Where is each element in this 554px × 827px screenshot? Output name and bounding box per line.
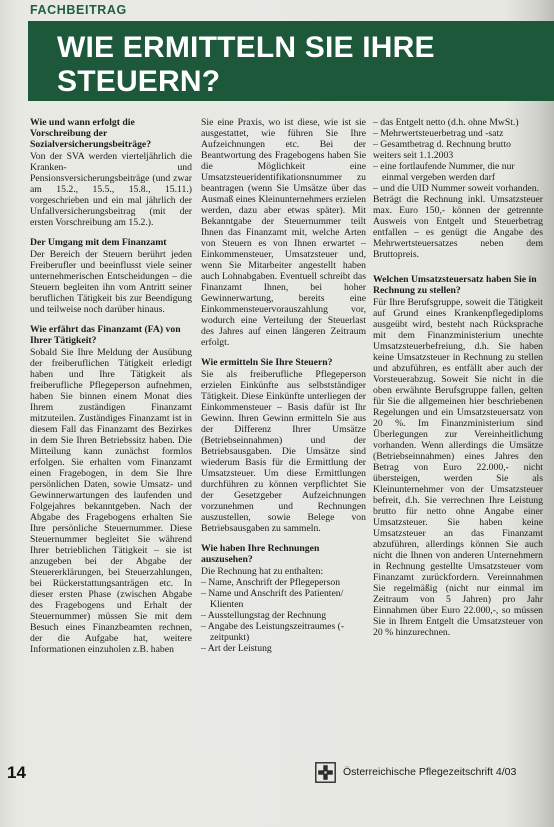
article-title-line-1: WIE ERMITTELN SIE IHRE <box>57 31 435 64</box>
list-item: – Name und Anschrift des Patienten/ Klienten <box>201 588 366 610</box>
journal-name: Österreichische Pflegezeitschrift 4/03 <box>343 766 517 778</box>
paragraph-contributions: Von der SVA werden vierteljährlich die Kranken- und Pensionsversicherungsbeiträge (und zwar am 15.2., 15.5., 15.8., 15.11.) vorgeschrieben und ein mal jährlich der Unfallversicherungsbeitrag (mit der ersten Vorschreibung am 15.2.). <box>30 151 192 228</box>
section-label: FACHBEITRAG <box>30 3 127 17</box>
list-item: – eine fortlaufende Nummer, die nur einmal vergeben werden darf <box>373 161 543 183</box>
text-column-2 <box>201 117 366 654</box>
subheading-notification: Wie erfährt das Finanzamt (FA) von Ihrer Tätigkeit? <box>30 324 181 346</box>
invoice-requirements-list-continued <box>373 117 543 150</box>
article-title-line-2: STEUERN? <box>57 65 221 98</box>
subheading-tax-calculation: Wie ermitteln Sie Ihre Steuern? <box>201 357 333 368</box>
invoice-requirements-since-list <box>373 161 543 194</box>
subheading-tax-office: Der Umgang mit dem Finanzamt <box>30 237 167 248</box>
list-item: – Mehrwertsteuerbetrag und -satz <box>373 128 543 139</box>
invoice-intro: Die Rechnung hat zu enthalten: <box>201 566 324 577</box>
list-item: – und die UID Nummer soweit vorhanden. <box>373 183 543 194</box>
nursing-association-logo-icon <box>315 762 336 783</box>
text-column-3 <box>373 117 543 638</box>
subheading-invoices: Wie haben Ihre Rechnungen auszusehen? <box>201 543 320 565</box>
paragraph-tax-calculation: Sie als freiberufliche Pflegeperson erzielen Einkünfte aus selbstständiger Tätigkeit. Diese Einkünfte unterliegen der Einkommensteuer – Basis dafür ist Ihr Gewinn. Ihren Gewinn ermitteln Sie aus der Differenz Ihrer Umsätze (Betriebseinnahmen) und der Betriebsausgaben. Die Umsätze sind wiederum Basis für die Ermittlung der Umsatzsteuer. Um diese Ermittlungen durchführen zu können verpflichtet Sie der Gesetzgeber Aufzeichnungen vorzunehmen und Rechnungen auszustellen, sowie Belege von Betriebsausgaben zu sammeln. <box>201 369 366 534</box>
paragraph-vat-rate: Für Ihre Berufsgruppe, soweit die Tätigkeit auf Grund eines Krankenpflegediploms ausgeübt wird, besteht nach Rücksprache mit dem Finanzministerium unechte Umsatzsteuerbefreiung, d.h. Sie haben keine Umsatzsteuer in Rechnung zu stellen und abzuführen, es entfällt aber auch der Vorsteuerabzug. Soweit Sie nicht in die oben erwähnte Berufsgruppe fallen, gelten für Sie die allgemeinen hier beschriebenen Regelungen und ein Umsatzsteuersatz von 20 %. Im Finanzministerium sind Überlegungen zur Vereinheitlichung vorhanden. Wenn allerdings die Umsätze (Betriebseinnahmen) eines Jahres den Betrag von Euro 22.000,- nicht übersteigen, werden Sie als Kleinunternehmer von der Umsatzsteuer befreit, d.h. Sie verrechnen Ihre Leistung brutto für netto ohne Angabe einer Umsatzsteuer. Sie haben keine Umsatzsteuer an das Finanzamt abzuführen, allerdings können Sie auch nicht die Ihnen von anderen Unternehmern in Rechnung gestellte Umsatzsteuer vom Finanzamt zurückfordern. Vereinnahmen Sie regelmäßig (nicht nur einmal im Zeitraum von 5 Jahren) pro Jahr Einnahmen über Euro 22.000,-, so müssen Sie in Ihrem Entgelt die Umsatzsteuer von 20 % hinzurechnen. <box>373 297 543 638</box>
invoice-since-label: weiters seit 1.1.2003 <box>373 150 454 161</box>
paragraph-tax-office: Der Bereich der Steuern berührt jeden Freiberufler und beeinflusst viele seiner unternehmerischen Entscheidungen – die Steuern begleiten ihn vom Antritt seiner beruflichen Tätigkeit bis zur Beendigung und teilweise noch darüber hinaus. <box>30 249 192 315</box>
text-column-1 <box>30 117 192 655</box>
list-item: – Ausstellungstag der Rechnung <box>201 610 366 621</box>
list-item: – Art der Leistung <box>201 643 366 654</box>
paragraph-invoice-note: Beträgt die Rechnung inkl. Umsatzsteuer max. Euro 150,- können der getrennte Ausweis von Entgelt und Steuerbetrag entfallen – es genügt die Angabe des Mehrwertsteuersatzes neben dem Bruttopreis. <box>373 194 543 260</box>
list-item: – Angabe des Leistungszeitraumes (-zeitpunkt) <box>201 621 366 643</box>
page-number: 14 <box>7 763 26 782</box>
title-banner <box>28 21 554 101</box>
list-item: – das Entgelt netto (d.h. ohne MwSt.) <box>373 117 543 128</box>
list-item: – Gesamtbetrag d. Rechnung brutto <box>373 139 543 150</box>
paragraph-notification-part-2: Sie eine Praxis, wo ist diese, wie ist sie ausgestattet, wie führen Sie Ihre Aufzeichnungen etc. Bei der Beantwortung des Fragebogens haben Sie die Möglichkeit eine Umsatzsteueridentifikationsnummer zu beantragen (wenn Sie Umsätze über das Ausmaß eines Kleinunternehmers erzielen werden, dazu aber etwas später). Mit Bekanntgabe der Steuernummer teilt Ihnen das Finanzamt mit, welche Arten von Steuern es von Ihnen erwartet – Einkommensteuer, Umsatzsteuer und, wenn Sie Mitarbeiter angestellt haben auch Lohnabgaben. Eventuell schreibt das Finanzamt Ihnen, bei hoher Gewinnerwartung, bereits eine Einkommensteuervorauszahlung vor, wodurch eine Verteilung der Steuerlast des Jahres auf einen längeren Zeitraum erfolgt. <box>201 117 366 348</box>
paragraph-notification-part-1: Sobald Sie Ihre Meldung der Ausübung der freiberuflichen Tätigkeit erledigt haben und Ihre Tätigkeit als freiberufliche Pflegeperson aufnehmen, haben Sie binnen einem Monat dies Ihrem zuständigen Finanzamt mitzuteilen. Zuständiges Finanzamt ist in diesem Fall das Finanzamt des Bezirkes in dem Sie Ihren Betriebssitz haben. Die Mitteilung kann zunächst formlos erfolgen. Sie erhalten vom Finanzamt einen Fragebogen, in dem Sie Ihre persönlichen Daten, sowie Umsatz- und Gewinnerwartungen des laufenden und Folgejahres bekanntgeben. Nach der Abgabe des Fragebogens erhalten Sie Ihre persönliche Steuernummer. Diese Steuernummer begleitet Sie während Ihrer betrieblichen Tätigkeit – sie ist anzugeben bei der Abgabe der Steuererklärungen, bei Steuerzahlungen, bei Rückerstattungsanträgen etc. In dieser ersten Phase (zwischen Abgabe des Fragebogens und Erhalt der Steuernummer) müssen Sie mit dem Besuch eines Finanzbeamten rechnen, der die Aufgabe hat, weitere Informationen einzuholen z.B. haben <box>30 347 192 655</box>
subheading-vat-rate: Welchen Umsatzsteuersatz haben Sie in Rechnung zu stellen? <box>373 274 537 296</box>
subheading-contributions: Wie und wann erfolgt die Vorschreibung der Sozialversicherungsbeiträge? <box>30 117 152 150</box>
invoice-requirements-list <box>201 577 366 654</box>
list-item: – Name, Anschrift der Pflegeperson <box>201 577 366 588</box>
